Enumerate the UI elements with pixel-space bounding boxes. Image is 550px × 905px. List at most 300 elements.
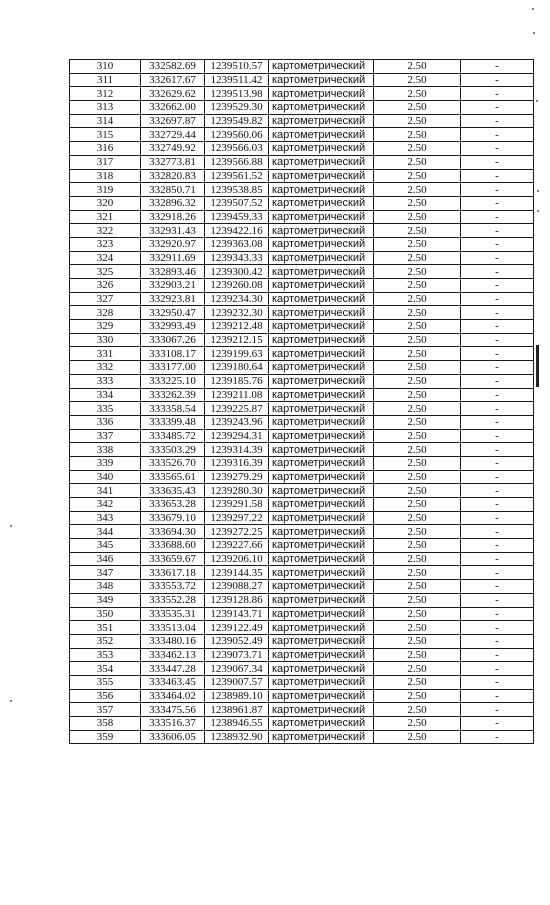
table-row [70,662,534,676]
method-cell: картометрический [269,101,374,115]
y-coordinate-cell: 1239560.06 [205,128,269,142]
scan-speck [536,100,538,102]
x-coordinate-cell: 332896.32 [141,196,205,210]
method-cell: картометрический [269,402,374,416]
method-cell: картометрический [269,675,374,689]
y-coordinate-cell: 1239225.87 [205,402,269,416]
x-coordinate-cell: 332697.87 [141,114,205,128]
x-coordinate-cell: 333617.18 [141,566,205,580]
description-cell: - [461,388,534,402]
x-coordinate-cell: 333447.28 [141,662,205,676]
table-row [70,621,534,635]
point-number-cell: 325 [70,265,141,279]
accuracy-cell: 2.50 [374,279,461,293]
table-row [70,347,534,361]
accuracy-cell: 2.50 [374,415,461,429]
method-cell: картометрический [269,183,374,197]
point-number-cell: 332 [70,361,141,375]
accuracy-cell: 2.50 [374,675,461,689]
accuracy-cell: 2.50 [374,648,461,662]
method-cell: картометрический [269,224,374,238]
point-number-cell: 330 [70,333,141,347]
point-number-cell: 311 [70,73,141,87]
point-number-cell: 323 [70,237,141,251]
table-row [70,607,534,621]
table-row [70,73,534,87]
description-cell: - [461,101,534,115]
point-number-cell: 317 [70,155,141,169]
description-cell: - [461,648,534,662]
method-cell: картометрический [269,443,374,457]
point-number-cell: 322 [70,224,141,238]
y-coordinate-cell: 1239067.34 [205,662,269,676]
table-row [70,443,534,457]
x-coordinate-cell: 333225.10 [141,374,205,388]
accuracy-cell: 2.50 [374,593,461,607]
accuracy-cell: 2.50 [374,333,461,347]
x-coordinate-cell: 332629.62 [141,87,205,101]
y-coordinate-cell: 1239234.30 [205,292,269,306]
x-coordinate-cell: 333503.29 [141,443,205,457]
table-row [70,128,534,142]
description-cell: - [461,634,534,648]
method-cell: картометрический [269,648,374,662]
accuracy-cell: 2.50 [374,484,461,498]
y-coordinate-cell: 1239143.71 [205,607,269,621]
accuracy-cell: 2.50 [374,251,461,265]
point-number-cell: 353 [70,648,141,662]
accuracy-cell: 2.50 [374,456,461,470]
table-row [70,470,534,484]
table-row [70,251,534,265]
description-cell: - [461,703,534,717]
method-cell: картометрический [269,374,374,388]
x-coordinate-cell: 333565.61 [141,470,205,484]
method-cell: картометрический [269,621,374,635]
y-coordinate-cell: 1238961.87 [205,703,269,717]
method-cell: картометрический [269,634,374,648]
y-coordinate-cell: 1238989.10 [205,689,269,703]
accuracy-cell: 2.50 [374,73,461,87]
table-row [70,648,534,662]
table-row [70,237,534,251]
table-row [70,169,534,183]
table-row [70,210,534,224]
description-cell: - [461,717,534,731]
point-number-cell: 345 [70,539,141,553]
y-coordinate-cell: 1239294.31 [205,429,269,443]
description-cell: - [461,470,534,484]
description-cell: - [461,456,534,470]
accuracy-cell: 2.50 [374,210,461,224]
y-coordinate-cell: 1239538.85 [205,183,269,197]
point-number-cell: 324 [70,251,141,265]
point-number-cell: 341 [70,484,141,498]
accuracy-cell: 2.50 [374,292,461,306]
accuracy-cell: 2.50 [374,60,461,74]
accuracy-cell: 2.50 [374,265,461,279]
point-number-cell: 343 [70,511,141,525]
accuracy-cell: 2.50 [374,347,461,361]
method-cell: картометрический [269,539,374,553]
y-coordinate-cell: 1239088.27 [205,580,269,594]
x-coordinate-cell: 332950.47 [141,306,205,320]
description-cell: - [461,155,534,169]
accuracy-cell: 2.50 [374,128,461,142]
method-cell: картометрический [269,415,374,429]
x-coordinate-cell: 333679.10 [141,511,205,525]
description-cell: - [461,525,534,539]
table-row [70,306,534,320]
point-number-cell: 339 [70,456,141,470]
point-number-cell: 331 [70,347,141,361]
accuracy-cell: 2.50 [374,470,461,484]
scan-speck [537,190,539,192]
y-coordinate-cell: 1239052.49 [205,634,269,648]
method-cell: картометрический [269,279,374,293]
method-cell: картометрический [269,128,374,142]
table-row [70,114,534,128]
y-coordinate-cell: 1239507.52 [205,196,269,210]
y-coordinate-cell: 1239566.03 [205,142,269,156]
y-coordinate-cell: 1238932.90 [205,730,269,744]
method-cell: картометрический [269,142,374,156]
x-coordinate-cell: 333399.48 [141,415,205,429]
point-number-cell: 335 [70,402,141,416]
description-cell: - [461,60,534,74]
accuracy-cell: 2.50 [374,730,461,744]
y-coordinate-cell: 1239260.08 [205,279,269,293]
x-coordinate-cell: 332993.49 [141,320,205,334]
x-coordinate-cell: 332729.44 [141,128,205,142]
description-cell: - [461,333,534,347]
x-coordinate-cell: 333475.56 [141,703,205,717]
accuracy-cell: 2.50 [374,183,461,197]
description-cell: - [461,730,534,744]
point-number-cell: 329 [70,320,141,334]
x-coordinate-cell: 333553.72 [141,580,205,594]
y-coordinate-cell: 1239279.29 [205,470,269,484]
point-number-cell: 312 [70,87,141,101]
table-row [70,279,534,293]
point-number-cell: 340 [70,470,141,484]
accuracy-cell: 2.50 [374,402,461,416]
point-number-cell: 315 [70,128,141,142]
method-cell: картометрический [269,566,374,580]
description-cell: - [461,251,534,265]
x-coordinate-cell: 332918.26 [141,210,205,224]
table-row [70,456,534,470]
description-cell: - [461,73,534,87]
scan-speck [537,210,539,212]
point-number-cell: 334 [70,388,141,402]
table-row [70,320,534,334]
y-coordinate-cell: 1239227.66 [205,539,269,553]
point-number-cell: 347 [70,566,141,580]
x-coordinate-cell: 333177.00 [141,361,205,375]
accuracy-cell: 2.50 [374,621,461,635]
accuracy-cell: 2.50 [374,634,461,648]
point-number-cell: 359 [70,730,141,744]
description-cell: - [461,196,534,210]
point-number-cell: 333 [70,374,141,388]
table-row [70,402,534,416]
method-cell: картометрический [269,593,374,607]
x-coordinate-cell: 333526.70 [141,456,205,470]
x-coordinate-cell: 332931.43 [141,224,205,238]
y-coordinate-cell: 1239316.39 [205,456,269,470]
accuracy-cell: 2.50 [374,306,461,320]
point-number-cell: 348 [70,580,141,594]
point-number-cell: 328 [70,306,141,320]
point-number-cell: 355 [70,675,141,689]
point-number-cell: 336 [70,415,141,429]
y-coordinate-cell: 1239243.96 [205,415,269,429]
description-cell: - [461,539,534,553]
method-cell: картометрический [269,429,374,443]
table-row [70,333,534,347]
table-row [70,511,534,525]
description-cell: - [461,429,534,443]
method-cell: картометрический [269,169,374,183]
x-coordinate-cell: 333606.05 [141,730,205,744]
description-cell: - [461,224,534,238]
x-coordinate-cell: 333552.28 [141,593,205,607]
description-cell: - [461,621,534,635]
x-coordinate-cell: 333464.02 [141,689,205,703]
y-coordinate-cell: 1239297.22 [205,511,269,525]
table-row [70,155,534,169]
description-cell: - [461,689,534,703]
description-cell: - [461,511,534,525]
table-row [70,224,534,238]
x-coordinate-cell: 333485.72 [141,429,205,443]
description-cell: - [461,87,534,101]
method-cell: картометрический [269,347,374,361]
accuracy-cell: 2.50 [374,142,461,156]
method-cell: картометрический [269,361,374,375]
point-number-cell: 358 [70,717,141,731]
method-cell: картометрический [269,333,374,347]
x-coordinate-cell: 332617.67 [141,73,205,87]
coordinates-table [69,59,534,744]
method-cell: картометрический [269,498,374,512]
accuracy-cell: 2.50 [374,717,461,731]
method-cell: картометрический [269,525,374,539]
x-coordinate-cell: 333108.17 [141,347,205,361]
accuracy-cell: 2.50 [374,429,461,443]
description-cell: - [461,566,534,580]
method-cell: картометрический [269,580,374,594]
x-coordinate-cell: 333653.28 [141,498,205,512]
description-cell: - [461,580,534,594]
accuracy-cell: 2.50 [374,196,461,210]
point-number-cell: 344 [70,525,141,539]
table-row [70,593,534,607]
accuracy-cell: 2.50 [374,374,461,388]
description-cell: - [461,114,534,128]
y-coordinate-cell: 1239513.98 [205,87,269,101]
y-coordinate-cell: 1239122.49 [205,621,269,635]
point-number-cell: 352 [70,634,141,648]
point-number-cell: 350 [70,607,141,621]
accuracy-cell: 2.50 [374,511,461,525]
table-row [70,498,534,512]
x-coordinate-cell: 333635.43 [141,484,205,498]
method-cell: картометрический [269,60,374,74]
table-row [70,292,534,306]
table-row [70,730,534,744]
method-cell: картометрический [269,265,374,279]
x-coordinate-cell: 333688.60 [141,539,205,553]
table-row [70,60,534,74]
method-cell: картометрический [269,484,374,498]
x-coordinate-cell: 332911.69 [141,251,205,265]
point-number-cell: 318 [70,169,141,183]
table-row [70,429,534,443]
accuracy-cell: 2.50 [374,566,461,580]
y-coordinate-cell: 1239343.33 [205,251,269,265]
y-coordinate-cell: 1239459.33 [205,210,269,224]
method-cell: картометрический [269,607,374,621]
table-row [70,634,534,648]
description-cell: - [461,210,534,224]
table-row [70,552,534,566]
accuracy-cell: 2.50 [374,552,461,566]
method-cell: картометрический [269,456,374,470]
point-number-cell: 313 [70,101,141,115]
y-coordinate-cell: 1239212.15 [205,333,269,347]
point-number-cell: 354 [70,662,141,676]
x-coordinate-cell: 332820.83 [141,169,205,183]
table-row [70,717,534,731]
method-cell: картометрический [269,306,374,320]
point-number-cell: 320 [70,196,141,210]
method-cell: картометрический [269,251,374,265]
x-coordinate-cell: 333659.67 [141,552,205,566]
description-cell: - [461,593,534,607]
y-coordinate-cell: 1239566.88 [205,155,269,169]
y-coordinate-cell: 1239300.42 [205,265,269,279]
description-cell: - [461,279,534,293]
method-cell: картометрический [269,292,374,306]
x-coordinate-cell: 333262.39 [141,388,205,402]
scan-speck [533,32,535,34]
table-row [70,374,534,388]
table-row [70,703,534,717]
x-coordinate-cell: 333694.30 [141,525,205,539]
coordinates-table-body [70,60,534,744]
method-cell: картометрический [269,388,374,402]
x-coordinate-cell: 332582.69 [141,60,205,74]
y-coordinate-cell: 1238946.55 [205,717,269,731]
table-row [70,87,534,101]
accuracy-cell: 2.50 [374,320,461,334]
x-coordinate-cell: 333067.26 [141,333,205,347]
description-cell: - [461,662,534,676]
x-coordinate-cell: 332749.92 [141,142,205,156]
point-number-cell: 316 [70,142,141,156]
y-coordinate-cell: 1239422.16 [205,224,269,238]
description-cell: - [461,484,534,498]
accuracy-cell: 2.50 [374,498,461,512]
point-number-cell: 321 [70,210,141,224]
description-cell: - [461,183,534,197]
method-cell: картометрический [269,73,374,87]
x-coordinate-cell: 332850.71 [141,183,205,197]
table-row [70,388,534,402]
accuracy-cell: 2.50 [374,224,461,238]
y-coordinate-cell: 1239073.71 [205,648,269,662]
y-coordinate-cell: 1239144.35 [205,566,269,580]
y-coordinate-cell: 1239180.64 [205,361,269,375]
x-coordinate-cell: 333462.13 [141,648,205,662]
description-cell: - [461,402,534,416]
table-row [70,539,534,553]
point-number-cell: 310 [70,60,141,74]
point-number-cell: 338 [70,443,141,457]
description-cell: - [461,361,534,375]
table-row [70,566,534,580]
accuracy-cell: 2.50 [374,169,461,183]
accuracy-cell: 2.50 [374,703,461,717]
accuracy-cell: 2.50 [374,525,461,539]
description-cell: - [461,128,534,142]
description-cell: - [461,169,534,183]
x-coordinate-cell: 332893.46 [141,265,205,279]
point-number-cell: 357 [70,703,141,717]
x-coordinate-cell: 332923.81 [141,292,205,306]
description-cell: - [461,675,534,689]
accuracy-cell: 2.50 [374,101,461,115]
table-row [70,361,534,375]
method-cell: картометрический [269,320,374,334]
y-coordinate-cell: 1239314.39 [205,443,269,457]
method-cell: картометрический [269,511,374,525]
method-cell: картометрический [269,237,374,251]
x-coordinate-cell: 333480.16 [141,634,205,648]
table-row [70,525,534,539]
accuracy-cell: 2.50 [374,607,461,621]
table-row [70,142,534,156]
method-cell: картометрический [269,662,374,676]
description-cell: - [461,265,534,279]
description-cell: - [461,415,534,429]
scan-margin-mark [536,345,539,387]
description-cell: - [461,443,534,457]
x-coordinate-cell: 332773.81 [141,155,205,169]
accuracy-cell: 2.50 [374,114,461,128]
table-row [70,675,534,689]
description-cell: - [461,347,534,361]
point-number-cell: 356 [70,689,141,703]
y-coordinate-cell: 1239280.30 [205,484,269,498]
y-coordinate-cell: 1239128.86 [205,593,269,607]
description-cell: - [461,306,534,320]
y-coordinate-cell: 1239561.52 [205,169,269,183]
point-number-cell: 346 [70,552,141,566]
y-coordinate-cell: 1239291.58 [205,498,269,512]
x-coordinate-cell: 332920.97 [141,237,205,251]
method-cell: картометрический [269,114,374,128]
description-cell: - [461,142,534,156]
table-row [70,580,534,594]
x-coordinate-cell: 333358.54 [141,402,205,416]
accuracy-cell: 2.50 [374,539,461,553]
method-cell: картометрический [269,730,374,744]
x-coordinate-cell: 332662.00 [141,101,205,115]
method-cell: картометрический [269,552,374,566]
